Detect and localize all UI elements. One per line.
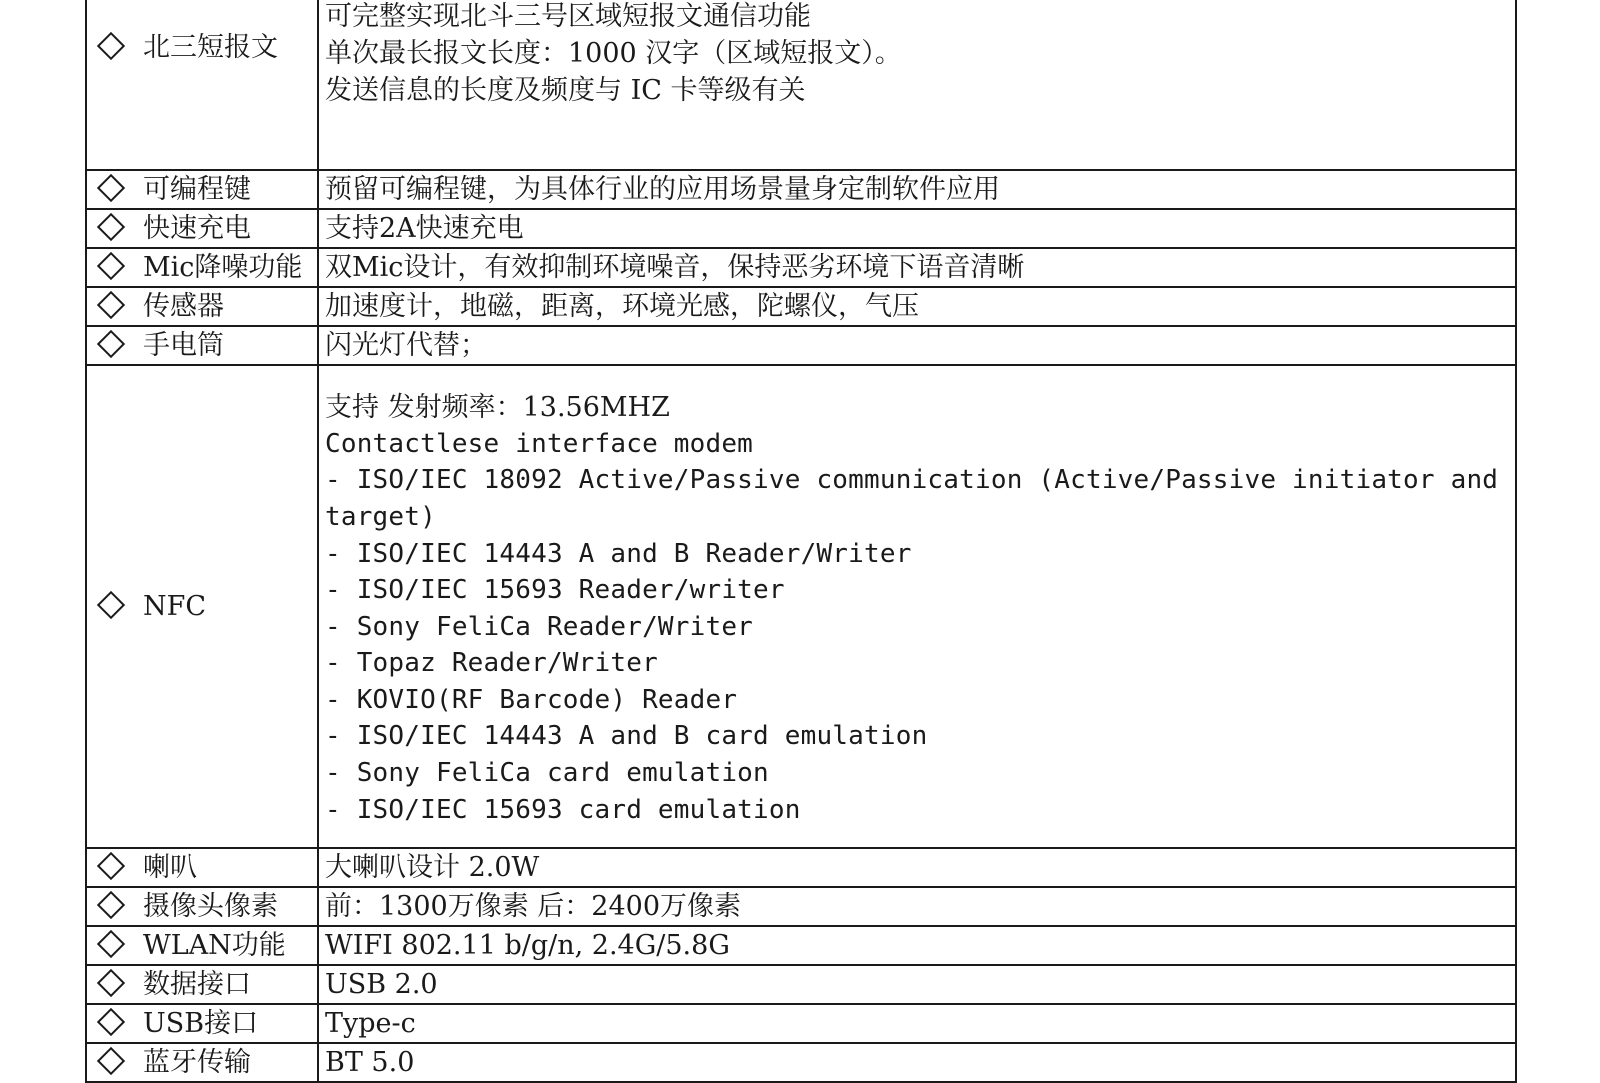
- spec-value-line: - ISO/IEC 15693 Reader/writer: [325, 575, 785, 606]
- diamond-bullet-icon: [97, 1047, 125, 1075]
- spec-label-cell: [86, 365, 318, 848]
- diamond-bullet-icon: [97, 591, 125, 619]
- spec-label: Mic降噪功能: [143, 252, 303, 283]
- spec-value: Type-c: [318, 1004, 1516, 1043]
- spec-value: 双Mic设计，有效抑制环境噪音，保持恶劣环境下语音清晰: [318, 248, 1516, 287]
- spec-value-line: - Sony FeliCa card emulation: [325, 758, 769, 789]
- spec-label-cell: [86, 170, 318, 209]
- spec-value: 加速度计，地磁，距离，环境光感，陀螺仪，气压: [318, 287, 1516, 326]
- spec-value: 预留可编程键，为具体行业的应用场景量身定制软件应用: [318, 170, 1516, 209]
- spec-value-cell: [318, 0, 1516, 170]
- spec-row-mic: [86, 248, 1516, 287]
- spec-label: 传感器: [143, 291, 224, 322]
- spec-label: 快速充电: [143, 213, 251, 244]
- diamond-bullet-icon: [97, 330, 125, 358]
- diamond-bullet-icon: [97, 852, 125, 880]
- spec-row-speaker: [86, 848, 1516, 887]
- spec-value-line: Contactlese interface modem: [325, 428, 754, 459]
- diamond-bullet-icon: [97, 969, 125, 997]
- diamond-bullet-icon: [97, 252, 125, 280]
- spec-value-line: - ISO/IEC 14443 A and B Reader/Writer: [325, 538, 912, 569]
- spec-label-cell: [86, 926, 318, 965]
- spec-value-line: 发送信息的长度及频度与 IC 卡等级有关: [325, 75, 806, 106]
- spec-label-cell: [86, 326, 318, 365]
- spec-label: 喇叭: [143, 852, 197, 883]
- spec-label-cell: [86, 0, 318, 170]
- spec-row-nfc: [86, 365, 1516, 848]
- spec-row-usb: [86, 1004, 1516, 1043]
- spec-value-line: - Topaz Reader/Writer: [325, 648, 658, 679]
- spec-row-wlan: [86, 926, 1516, 965]
- spec-value-line: 支持 发射频率：13.56MHZ: [325, 391, 670, 423]
- diamond-bullet-icon: [97, 213, 125, 241]
- spec-row-camera: [86, 887, 1516, 926]
- diamond-bullet-icon: [97, 32, 125, 60]
- spec-label: WLAN功能: [143, 930, 286, 961]
- diamond-bullet-icon: [97, 930, 125, 958]
- spec-value: 支持2A快速充电: [318, 209, 1516, 248]
- spec-value: 前：1300万像素 后：2400万像素: [318, 887, 1516, 926]
- spec-label: 手电筒: [143, 330, 224, 361]
- spec-value-line: 单次最长报文长度：1000 汉字（区域短报文）。: [325, 38, 902, 69]
- spec-row-sensors: [86, 287, 1516, 326]
- spec-value-line: - ISO/IEC 15693 card emulation: [325, 794, 801, 825]
- spec-label: 蓝牙传输: [143, 1047, 251, 1078]
- spec-table: [85, 0, 1517, 1083]
- spec-label: NFC: [143, 591, 207, 622]
- spec-label: 摄像头像素: [143, 891, 278, 922]
- spec-label-cell: [86, 848, 318, 887]
- spec-row-fast-charge: [86, 209, 1516, 248]
- diamond-bullet-icon: [97, 291, 125, 319]
- spec-value: USB 2.0: [318, 965, 1516, 1004]
- spec-value: WIFI 802.11 b/g/n, 2.4G/5.8G: [318, 926, 1516, 965]
- spec-label-cell: [86, 287, 318, 326]
- diamond-bullet-icon: [97, 1008, 125, 1036]
- spec-value-line: - KOVIO(RF Barcode) Reader: [325, 684, 738, 715]
- spec-label: USB接口: [143, 1008, 259, 1039]
- spec-row-programmable-key: [86, 170, 1516, 209]
- spec-value-cell: [318, 365, 1516, 848]
- diamond-bullet-icon: [97, 174, 125, 202]
- spec-value-line: 可完整实现北斗三号区域短报文通信功能: [325, 1, 811, 32]
- spec-label-cell: [86, 965, 318, 1004]
- spec-row-data-port: [86, 965, 1516, 1004]
- spec-value: 闪光灯代替；: [318, 326, 1516, 365]
- spec-label: 可编程键: [143, 174, 251, 205]
- spec-value: 大喇叭设计 2.0W: [318, 848, 1516, 887]
- spec-label: 数据接口: [143, 969, 251, 1000]
- spec-label-cell: [86, 1004, 318, 1043]
- diamond-bullet-icon: [97, 891, 125, 919]
- spec-value-line: target): [325, 501, 436, 532]
- spec-value-line: - Sony FeliCa Reader/Writer: [325, 611, 754, 642]
- spec-label: 北三短报文: [143, 32, 278, 63]
- spec-label-cell: [86, 887, 318, 926]
- spec-value: BT 5.0: [318, 1043, 1516, 1082]
- spec-value-line: - ISO/IEC 14443 A and B card emulation: [325, 721, 928, 752]
- spec-label-cell: [86, 209, 318, 248]
- spec-row-flashlight: [86, 326, 1516, 365]
- spec-value-line: - ISO/IEC 18092 Active/Passive communication (Active/Passive initiator and: [325, 465, 1499, 496]
- spec-label-cell: [86, 248, 318, 287]
- spec-row-beidou: [86, 0, 1516, 170]
